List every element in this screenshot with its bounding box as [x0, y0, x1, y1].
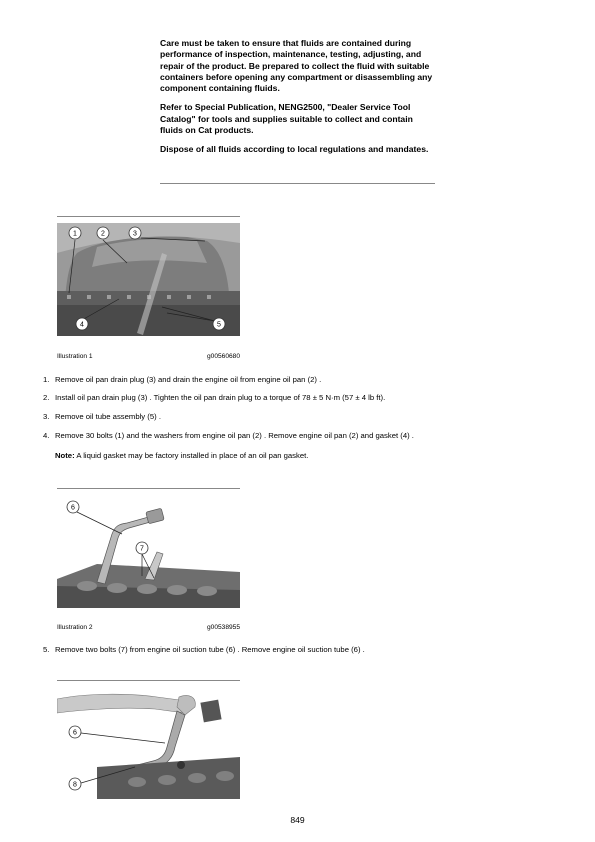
notice-paragraph: Care must be taken to ensure that fluids are contained during performance of inspection, maintenance, testing, adjusting, and repair of the product. Be prepared to collect the fluid with suitable containers before opening any compartment or disassembling any component containing fluids. — [160, 38, 433, 94]
callout-label: 8 — [73, 781, 77, 789]
note-text: A liquid gasket may be factory installed in place of an oil pan gasket. — [76, 451, 309, 460]
procedure-step: 1. Remove oil pan drain plug (3) and drain the engine oil from engine oil pan (2) . — [43, 375, 322, 384]
fluid-containment-notice — [160, 38, 435, 164]
illustration-label: Illustration 2 — [57, 624, 93, 631]
callout-label: 5 — [217, 321, 221, 329]
callout-label: 4 — [80, 321, 84, 329]
callout-label: 7 — [140, 545, 144, 553]
callout-label: 2 — [101, 230, 105, 238]
illustration-code: g00538955 — [206, 624, 240, 631]
illustration-3-photo — [57, 687, 240, 799]
illustration-3-divider — [57, 680, 240, 681]
callout-label: 3 — [133, 230, 137, 238]
illustration-2-photo — [57, 494, 240, 608]
notice-divider — [160, 183, 435, 184]
illustration-1-divider — [57, 216, 240, 217]
illustration-code: g00560680 — [206, 353, 240, 360]
callout-label: 6 — [73, 729, 77, 737]
illustration-label: Illustration 1 — [57, 353, 93, 360]
callout-label: 6 — [71, 504, 75, 512]
illustration-2-caption — [57, 624, 240, 631]
illustration-1-photo — [57, 223, 240, 336]
procedure-step: 4. Remove 30 bolts (1) and the washers from engine oil pan (2) . Remove engine oil pan (2) and gasket (4) . — [43, 431, 414, 440]
notice-paragraph: Refer to Special Publication, NENG2500, "Dealer Service Tool Catalog" for tools and supplies suitable to collect and contain fluids on Cat products. — [160, 102, 413, 136]
illustration-2-divider — [57, 488, 240, 489]
illustration-1-caption — [57, 353, 240, 360]
gasket-note — [55, 451, 308, 460]
notice-paragraph: Dispose of all fluids according to local regulations and mandates. — [160, 144, 429, 155]
procedure-step: 5. Remove two bolts (7) from engine oil suction tube (6) . Remove engine oil suction tube (6) . — [43, 645, 365, 654]
note-label: Note: — [55, 451, 75, 460]
procedure-step: 2. Install oil pan drain plug (3) . Tighten the oil pan drain plug to a torque of 78 ± 5 N·m (57 ± 4 lb ft). — [43, 393, 386, 402]
procedure-step: 3. Remove oil tube assembly (5) . — [43, 412, 161, 421]
callout-label: 1 — [73, 230, 77, 238]
page-number: 849 — [290, 815, 305, 825]
